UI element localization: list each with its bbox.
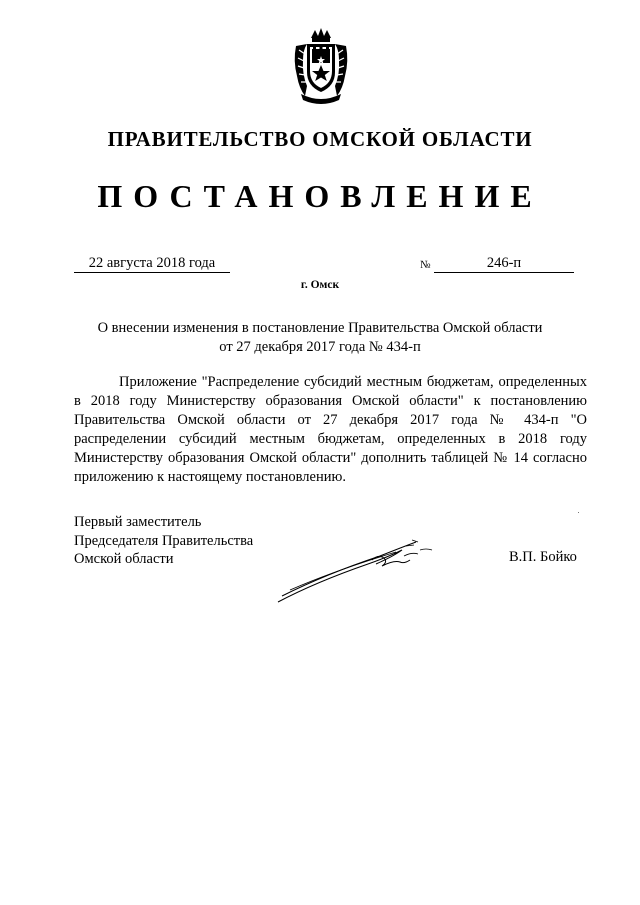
handwritten-signature (276, 530, 436, 606)
position-line-1: Первый заместитель (74, 514, 202, 530)
document-number: 246-п (486, 255, 522, 271)
signatory-position (74, 513, 253, 569)
document-type-title: ПОСТАНОВЛЕНИЕ (97, 178, 543, 214)
document-subject (60, 319, 580, 357)
number-underline (434, 272, 574, 273)
position-line-3: Омской области (74, 551, 174, 567)
document-date: 22 августа 2018 года (74, 255, 230, 273)
document-city: г. Омск (300, 279, 340, 291)
signer-name: В.П. Бойко (509, 549, 577, 565)
document-body: Приложение "Распределение субсидий местным бюджетам, определенных в 2018 году Министерству образования Омской области" к постановлению Правительства Омской области от 27 декабря 2017 года № 434-п "О распределении субсидий местным бюджетам, определенных в 2018 году Министерству образования Омской области" дополнить таблицей № 14 согласно приложению к настоящему постановлению. (74, 374, 587, 485)
number-sign: № (420, 259, 431, 271)
coat-of-arms-icon (293, 26, 349, 106)
organization-title: ПРАВИТЕЛЬСТВО ОМСКОЙ ОБЛАСТИ (107, 127, 533, 151)
position-line-2: Председателя Правительства (74, 532, 254, 549)
subject-line-1: О внесении изменения в постановление Правительства Омской области (97, 320, 543, 336)
scan-artifact (578, 512, 579, 513)
subject-line-2: от 27 декабря 2017 года № 434-п (219, 339, 421, 355)
